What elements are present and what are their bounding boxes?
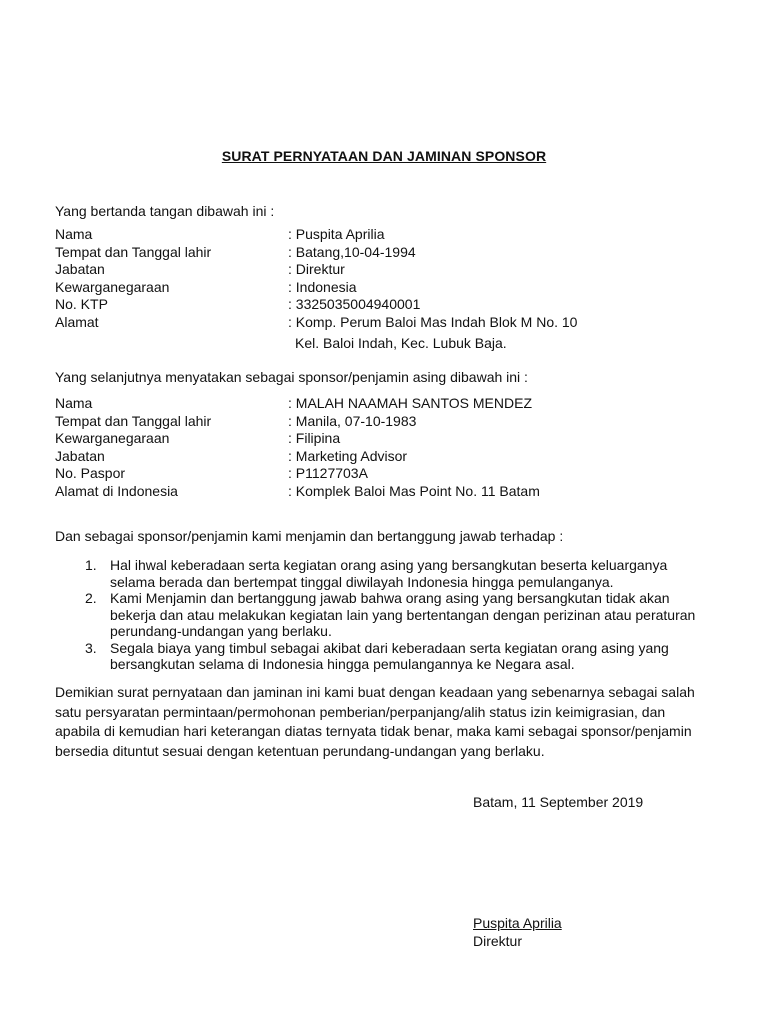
address-continuation: Kel. Baloi Indah, Kec. Lubuk Baja. — [295, 334, 507, 351]
field-label: Nama — [55, 395, 93, 411]
field-value: : MALAH NAAMAH SANTOS MENDEZ — [288, 395, 715, 413]
field-value: : Komplek Baloi Mas Point No. 11 Batam — [288, 483, 715, 501]
field-row — [55, 448, 715, 466]
field-value: : Puspita Aprilia — [288, 226, 715, 244]
field-row — [55, 244, 715, 262]
intro-signatory: Yang bertanda tangan dibawah ini : — [55, 203, 275, 219]
field-row — [55, 279, 715, 297]
closing-line: apabila di kemudian hari keterangan diatas ternyata tidak benar, maka kami sebagai sponsor/penjamin — [55, 723, 692, 739]
field-value: : Filipina — [288, 430, 715, 448]
field-row — [55, 413, 715, 431]
list-number: 1. — [85, 557, 97, 573]
signatory-fields — [55, 226, 715, 354]
field-row — [55, 395, 715, 413]
intro-guarantee: Dan sebagai sponsor/penjamin kami menjamin dan bertanggung jawab terhadap : — [55, 528, 564, 544]
field-value: : P1127703A — [288, 465, 715, 483]
closing-line: bersedia dituntut sesuai dengan ketentuan perundang-undangan yang berlaku. — [55, 742, 545, 759]
letter-title: SURAT PERNYATAAN DAN JAMINAN SPONSOR — [221, 148, 547, 164]
guarantee-list — [55, 557, 715, 673]
field-label: Tempat dan Tanggal lahir — [55, 243, 212, 260]
closing-line: Demikian surat pernyataan dan jaminan ini kami buat dengan keadaan yang sebenarnya sebagai salah — [55, 684, 695, 700]
field-label: Kewarganegaraan — [55, 278, 170, 295]
field-value: : Batang,10-04-1994 — [288, 244, 715, 262]
list-item — [55, 590, 715, 640]
field-label: Jabatan — [55, 447, 105, 464]
closing-paragraph — [55, 683, 715, 761]
field-row — [55, 483, 715, 501]
field-label: Jabatan — [55, 261, 105, 278]
list-line: bekerja dan atau melakukan kegiatan lain yang bertentangan dengan perizinan atau peraturan — [110, 606, 696, 623]
foreigner-fields — [55, 395, 715, 501]
field-label: Alamat — [55, 313, 99, 330]
field-row — [55, 314, 715, 332]
field-value: : Direktur — [288, 261, 715, 279]
signature-block — [473, 914, 562, 950]
field-row — [55, 296, 715, 314]
closing-line: satu persyaratan permintaan/permohonan pemberian/perpanjang/alih status izin keimigrasian, dan — [55, 703, 666, 720]
field-label: Alamat di Indonesia — [55, 482, 178, 499]
intro-foreigner: Yang selanjutnya menyatakan sebagai sponsor/penjamin asing dibawah ini : — [55, 369, 528, 385]
signer-name: Puspita Aprilia — [473, 915, 562, 931]
field-row — [55, 465, 715, 483]
list-line: perundang-undangan yang berlaku. — [110, 623, 332, 639]
field-row — [55, 430, 715, 448]
field-row — [55, 261, 715, 279]
field-label: No. Paspor — [55, 465, 126, 482]
list-number: 3. — [85, 639, 97, 656]
field-value: : 3325035004940001 — [288, 296, 715, 314]
field-label: Kewarganegaraan — [55, 430, 170, 447]
field-value: : Komp. Perum Baloi Mas Indah Blok M No. 10 — [288, 314, 715, 332]
list-line: Hal ihwal keberadaan serta kegiatan orang asing yang bersangkutan beserta keluarganya — [110, 557, 668, 573]
list-number: 2. — [85, 590, 97, 606]
list-line: Segala biaya yang timbul sebagai akibat dari keberadaan serta kegiatan orang asing yang — [110, 639, 669, 656]
signer-position: Direktur — [473, 933, 523, 949]
field-row — [55, 226, 715, 244]
place-date: Batam, 11 September 2019 — [473, 794, 644, 810]
list-line: bersangkutan selama di Indonesia hingga pemulangannya ke Negara asal. — [110, 656, 575, 672]
list-item — [55, 557, 715, 590]
field-value: : Marketing Advisor — [288, 448, 715, 466]
field-label: No. KTP — [55, 296, 108, 313]
field-value: : Manila, 07-10-1983 — [288, 413, 715, 431]
list-item — [55, 640, 715, 673]
field-label: Tempat dan Tanggal lahir — [55, 412, 212, 429]
field-value: : Indonesia — [288, 279, 715, 297]
list-line: Kami Menjamin dan bertanggung jawab bahwa orang asing yang bersangkutan tidak akan — [110, 590, 670, 606]
field-label: Nama — [55, 226, 93, 242]
list-line: selama berada dan bertempat tinggal diwilayah Indonesia hingga pemulanganya. — [110, 573, 614, 590]
